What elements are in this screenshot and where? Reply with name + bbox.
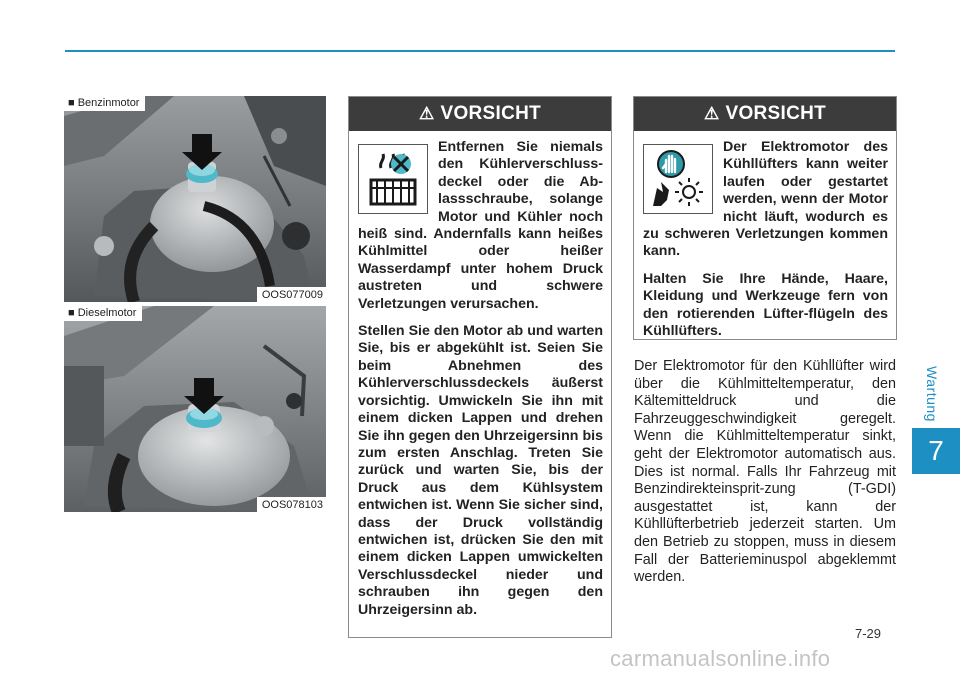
figure-diesel-engine [64, 306, 326, 512]
caution-paragraph: Halten Sie Ihre Hände, Haare, Kleidung und Werkzeuge fern von den rotierenden Lüfter-flügeln des Kühllüfters. [643, 270, 888, 340]
square-bullet-icon: ■ [68, 97, 75, 109]
header-rule [65, 50, 895, 52]
square-bullet-icon: ■ [68, 307, 75, 319]
caution-title: VORSICHT [440, 103, 542, 124]
caution-box-coolant [348, 96, 612, 638]
caution-header [634, 97, 896, 131]
caution-body [634, 131, 896, 358]
figure-label-text: Benzinmotor [77, 97, 140, 109]
figure-label-text: Dieselmotor [77, 307, 137, 319]
caution-header [349, 97, 611, 131]
figure-label [64, 306, 142, 321]
keep-hands-away-fan-icon [643, 144, 713, 214]
watermark: carmanualsonline.info [610, 646, 831, 671]
figure-code: OOS077009 [257, 287, 326, 302]
caution-paragraph: Stellen Sie den Motor ab und warten Sie, bis er abgekühlt ist. Seien Sie beim Abnehmen des Kühlerverschlussdeckels äußerst vorsichtig. Umwickeln Sie ihn mit einem dicken Lappen und drehen Sie ihn gegen den Uhrzeigersinn bis zum ersten Anschlag. Treten Sie zurück und warten Sie, bis der Druck aus dem Kühlsystem entwichen ist. Wenn Sie sicher sind, dass der Druck vollständig entwichen ist, drücken Sie den mit einem dicken Lappen umwickelten Verschlussdeckel nieder und schrauben ihn gegen den Uhrzeigersinn ab. [358, 323, 603, 618]
hot-coolant-no-touch-icon [358, 144, 428, 214]
page-number: 7-29 [855, 626, 882, 641]
engine-bay-photo-petrol [64, 96, 326, 302]
section-title: Wartung [924, 366, 941, 422]
figure-petrol-engine [64, 96, 326, 302]
warning-triangle-icon: ⚠ [703, 104, 720, 123]
section-side-label [912, 364, 952, 424]
caution-body [349, 131, 611, 637]
caution-paragraph: Entfernen Sie niemals den Kühlerverschluss-deckel oder die Ab-lassschraube, solange Motor und Kühler noch heiß sind. Andernfalls kann heißes Kühlmittel oder heißer Wasserdampf unter hohem Druck austreten und schwere Verletzungen verursachen. [358, 139, 603, 312]
figure-code: OOS078103 [257, 497, 326, 512]
caution-paragraph: Der Elektromotor des Kühllüfters kann weiter laufen oder gestartet werden, wenn der Motor nicht läuft, wodurch es zu schweren Verletzungen kommen kann. [643, 139, 888, 260]
caution-title: VORSICHT [725, 103, 827, 124]
engine-bay-photo-diesel [64, 306, 326, 512]
chapter-number: 7 [928, 435, 944, 466]
warning-triangle-icon: ⚠ [418, 104, 435, 123]
figure-label [64, 96, 145, 111]
caution-box-fan [633, 96, 897, 340]
chapter-tab[interactable] [912, 428, 960, 474]
body-paragraph: Der Elektromotor für den Kühllüfter wird über die Kühlmitteltemperatur, den Kältemitteldruck und die Fahrzeuggeschwindigkeit geregelt. Wenn die Kühlmitteltemperatur sinkt, geht der Elektromotor automatisch aus. Dies ist normal. Falls Ihr Fahrzeug mit Benzindirekteinsprit-zung (T-GDI) ausgestattet ist, kann der Kühllüfterbetrieb jederzeit starten. Um den Betrieb zu stoppen, muss in diesem Fall der Batterieminuspol abgeklemmt werden. [634, 358, 896, 586]
